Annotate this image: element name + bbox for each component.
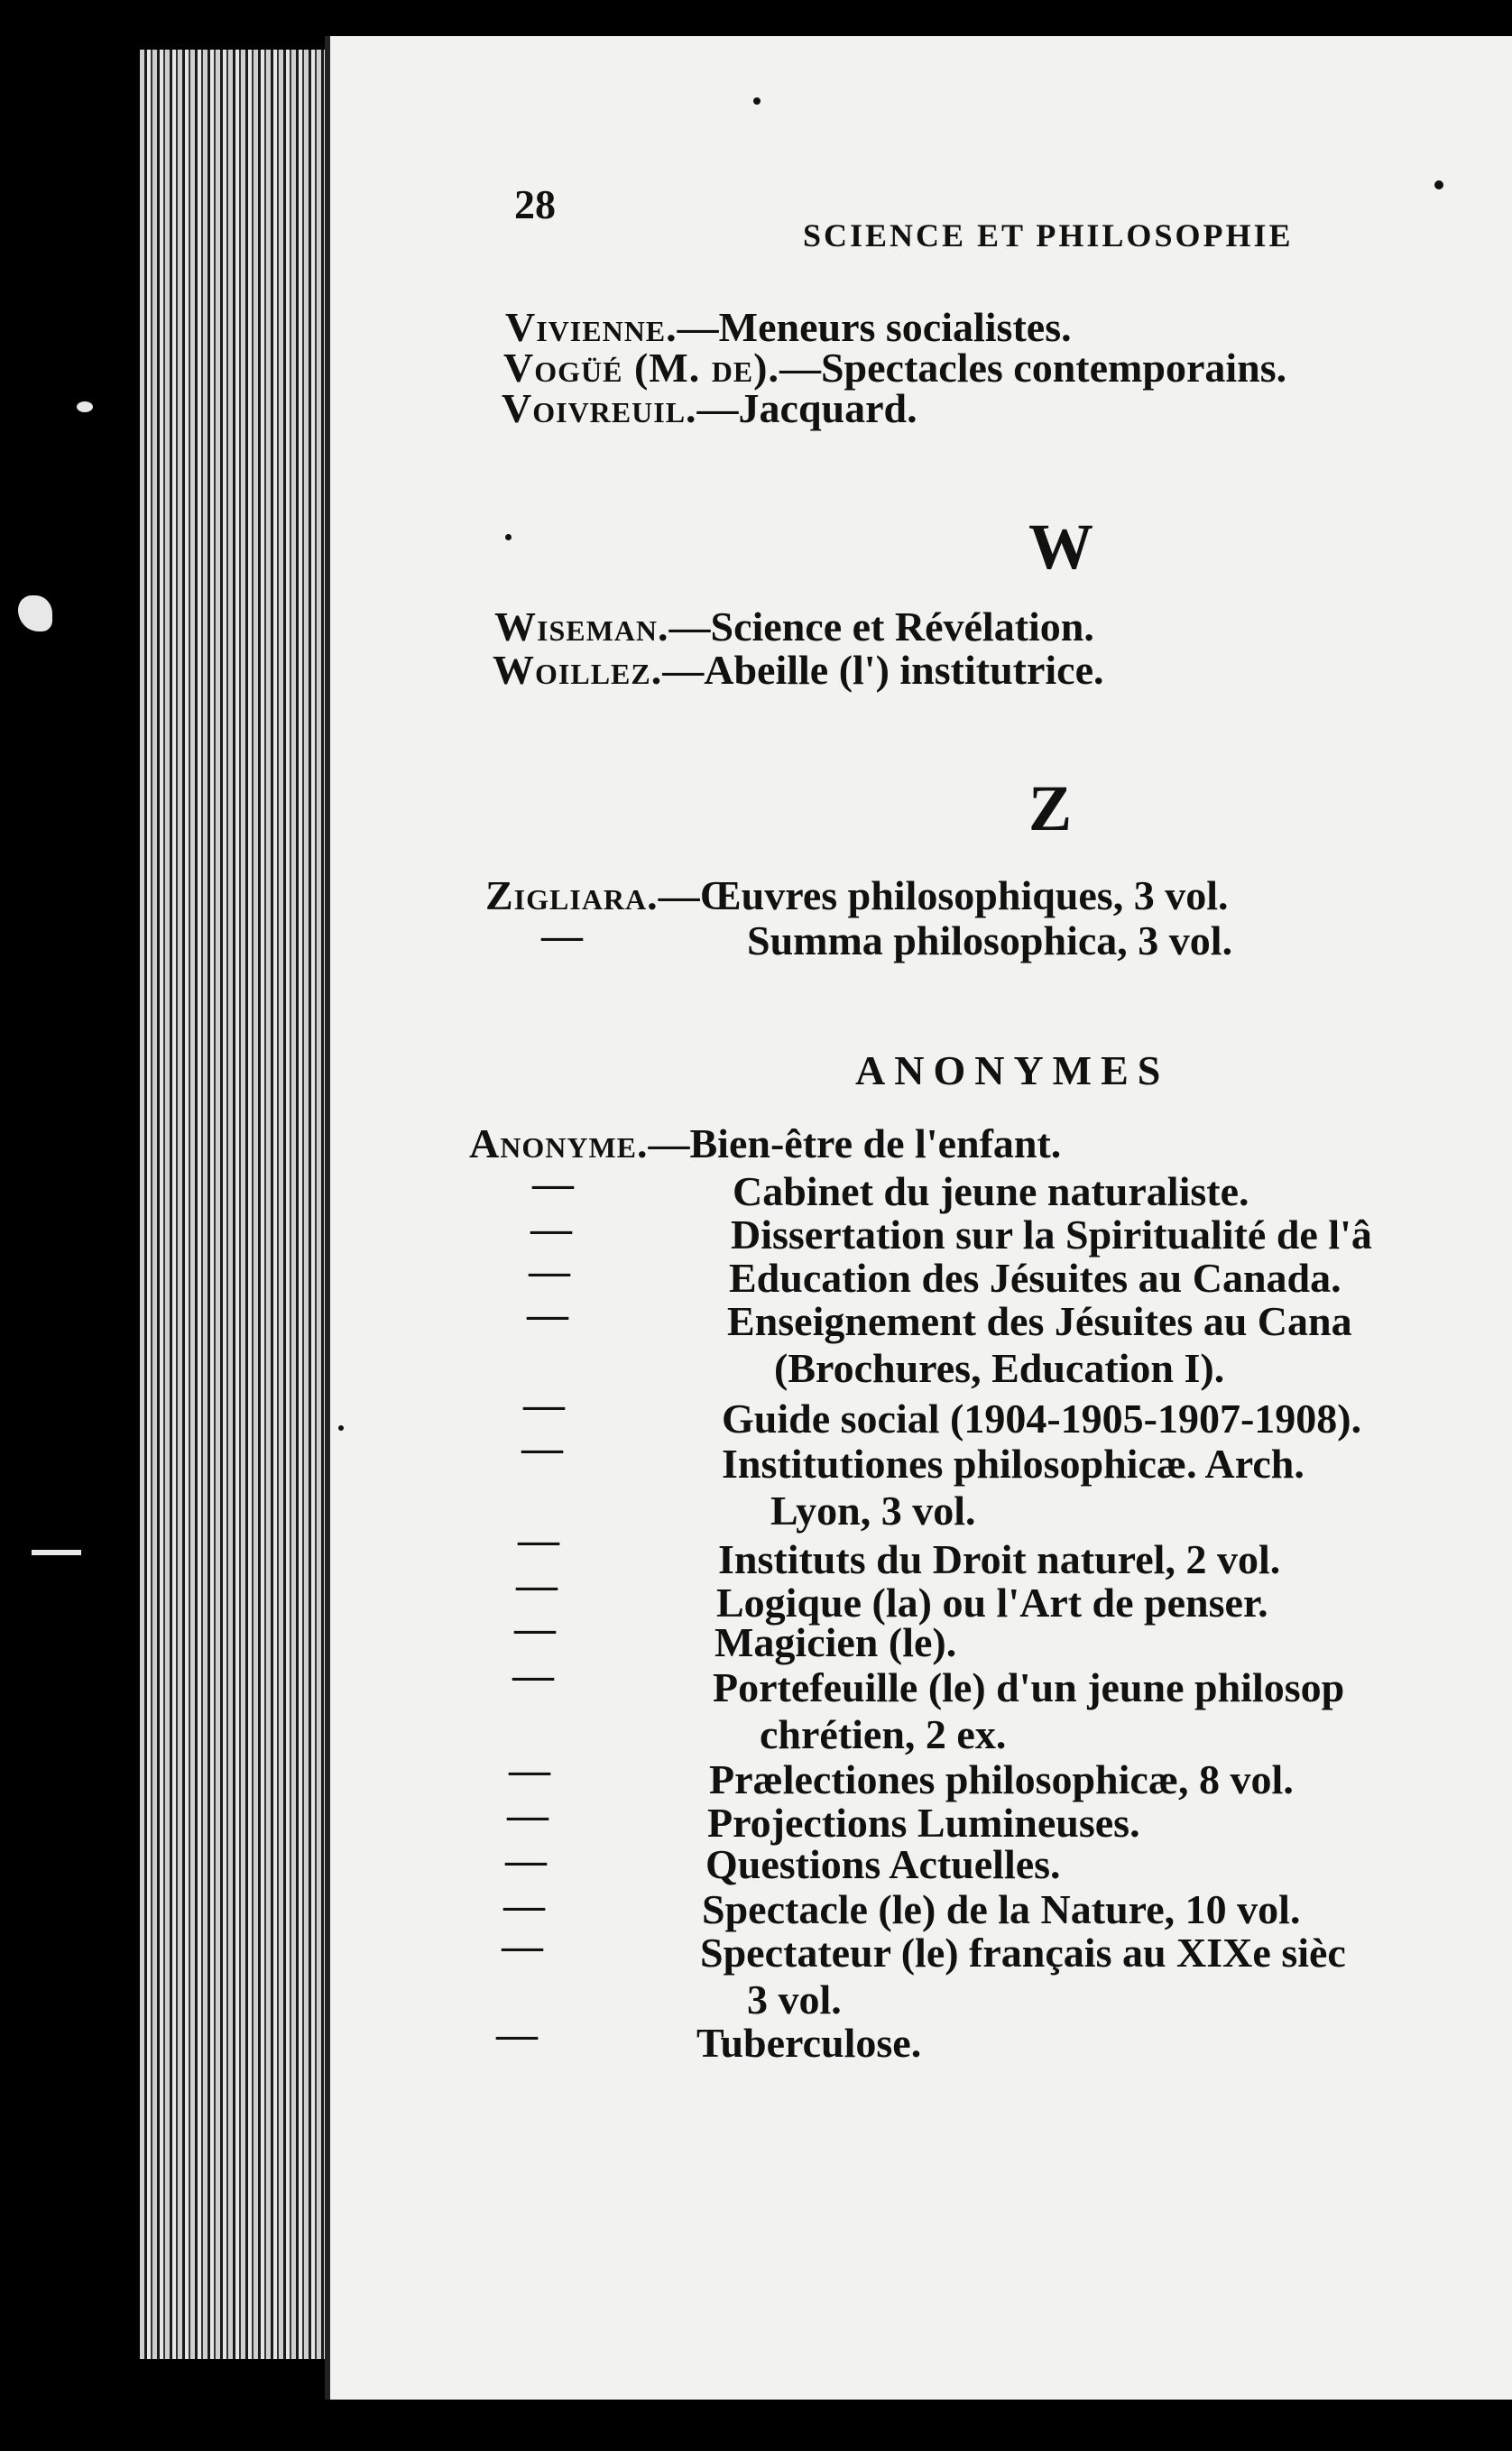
entry-title: chrétien, 2 ex. [760,1711,1007,1757]
entry-title: —Science et Révélation. [668,604,1094,650]
ditto-dash: — [527,1291,568,1337]
entry-author: Woillez. [493,647,663,693]
ditto-dash: — [541,912,583,958]
section-letter-z: Z [1028,772,1073,844]
entry-summa [747,917,1233,963]
section-heading-anonymes: ANONYMES [855,1047,1170,1093]
entry-author: Zigliara. [485,872,659,918]
entry-title-line [696,2020,922,2066]
entry-voivreuil [502,385,917,431]
entry-title: Instituts du Droit naturel, 2 vol. [718,1536,1281,1582]
ditto-dash: — [521,1424,563,1470]
ditto-dash: — [529,1248,570,1294]
entry-title: Education des Jésuites au Canada. [729,1255,1341,1301]
entry-title: —Œuvres philosophiques, 3 vol. [658,872,1229,918]
entry-title-line [733,1168,1249,1214]
scan-artifact [1434,180,1443,189]
entry-woillez [493,647,1104,693]
entry-wiseman [494,606,1094,648]
entry-title: Spectateur (le) français au XIXe sièc [700,1930,1346,1976]
entry-title: Logique (la) ou l'Art de penser. [716,1580,1268,1626]
entry-title: —Bien-être de l'enfant. [648,1120,1062,1166]
page-number: 28 [514,181,556,227]
entry-title-line [702,1886,1301,1932]
entry-title: Questions Actuelles. [705,1841,1061,1887]
scan-artifact [753,97,761,105]
entry-title-line [718,1536,1281,1582]
entry-title-line [715,1619,957,1665]
ditto-dash: — [507,1792,549,1838]
section-letter-w: W [1028,511,1093,583]
entry-title: —Abeille (l') institutrice. [662,647,1104,693]
entry-title: 3 vol. [747,1976,842,2023]
entry-title-line [731,1214,1372,1256]
ditto-dash: — [530,1205,572,1251]
ditto-dash: — [518,1516,559,1562]
entry-title: Summa philosophica, 3 vol. [747,917,1233,963]
entry-title-line [707,1802,1140,1844]
entry-title: —Jacquard. [696,385,917,431]
entry-author: Wiseman. [494,604,669,650]
running-title: SCIENCE ET PHILOSOPHIE [803,217,1294,253]
entry-title: Institutiones philosophicæ. Arch. [722,1441,1305,1487]
entry-continuation [770,1490,976,1532]
entry-title: Dissertation sur la Spiritualité de l'â [731,1212,1372,1258]
entry-title-line [722,1398,1361,1440]
entry-continuation [747,1976,842,2023]
ditto-dash: — [496,2011,538,2057]
entry-title-line [700,1932,1346,1974]
entry-title: —Spectacles contemporains. [779,345,1287,391]
entry-author: Vivienne. [505,304,678,350]
ditto-dash: — [512,1652,554,1698]
entry-title-line [713,1664,1345,1710]
ditto-dash: — [505,1837,547,1883]
entry-title: Tuberculose. [696,2020,922,2066]
entry-title: Lyon, 3 vol. [770,1488,976,1534]
ditto-dash: — [502,1922,543,1968]
entry-continuation [760,1711,1007,1757]
ditto-dash: — [509,1746,550,1792]
entry-title: Cabinet du jeune naturaliste. [733,1168,1249,1214]
entry-title: Prælectiones philosophicæ, 8 vol. [709,1756,1294,1802]
scan-artifact [18,595,52,631]
scan-artifact [338,1425,344,1431]
entry-title: Magicien (le). [715,1619,957,1665]
ditto-dash: — [532,1160,574,1206]
entry-title-line [722,1443,1305,1485]
ditto-dash: — [503,1882,545,1928]
entry-vogue [503,347,1286,389]
entry-title: Portefeuille (le) d'un jeune philosop [713,1664,1345,1710]
entry-author: Voivreuil. [502,385,697,431]
ditto-dash: — [514,1605,556,1651]
entry-title: (Brochures, Education I). [774,1345,1225,1391]
entry-title-line [716,1582,1268,1624]
book-page-edges [140,50,356,2359]
ditto-dash: — [523,1381,565,1427]
entry-title-line [727,1298,1352,1344]
entry-zigliara [485,872,1229,918]
entry-continuation [774,1345,1225,1391]
entry-title: Guide social (1904-1905-1907-1908). [722,1396,1362,1442]
entry-author: Vogüé (M. de). [503,345,779,391]
scan-artifact [32,1550,81,1555]
entry-title-line [705,1841,1061,1887]
entry-title-line [709,1756,1294,1802]
scan-artifact [505,534,512,540]
ditto-dash: — [516,1562,558,1608]
entry-author: Anonyme. [469,1120,649,1166]
entry-title: Spectacle (le) de la Nature, 10 vol. [702,1886,1301,1932]
entry-title-line [729,1255,1341,1301]
scan-artifact [77,401,93,412]
entry-title: —Meneurs socialistes. [677,304,1072,350]
entry-vivienne [505,304,1072,350]
entry-title: Projections Lumineuses. [707,1800,1140,1846]
entry-title: Enseignement des Jésuites au Cana [727,1298,1352,1344]
